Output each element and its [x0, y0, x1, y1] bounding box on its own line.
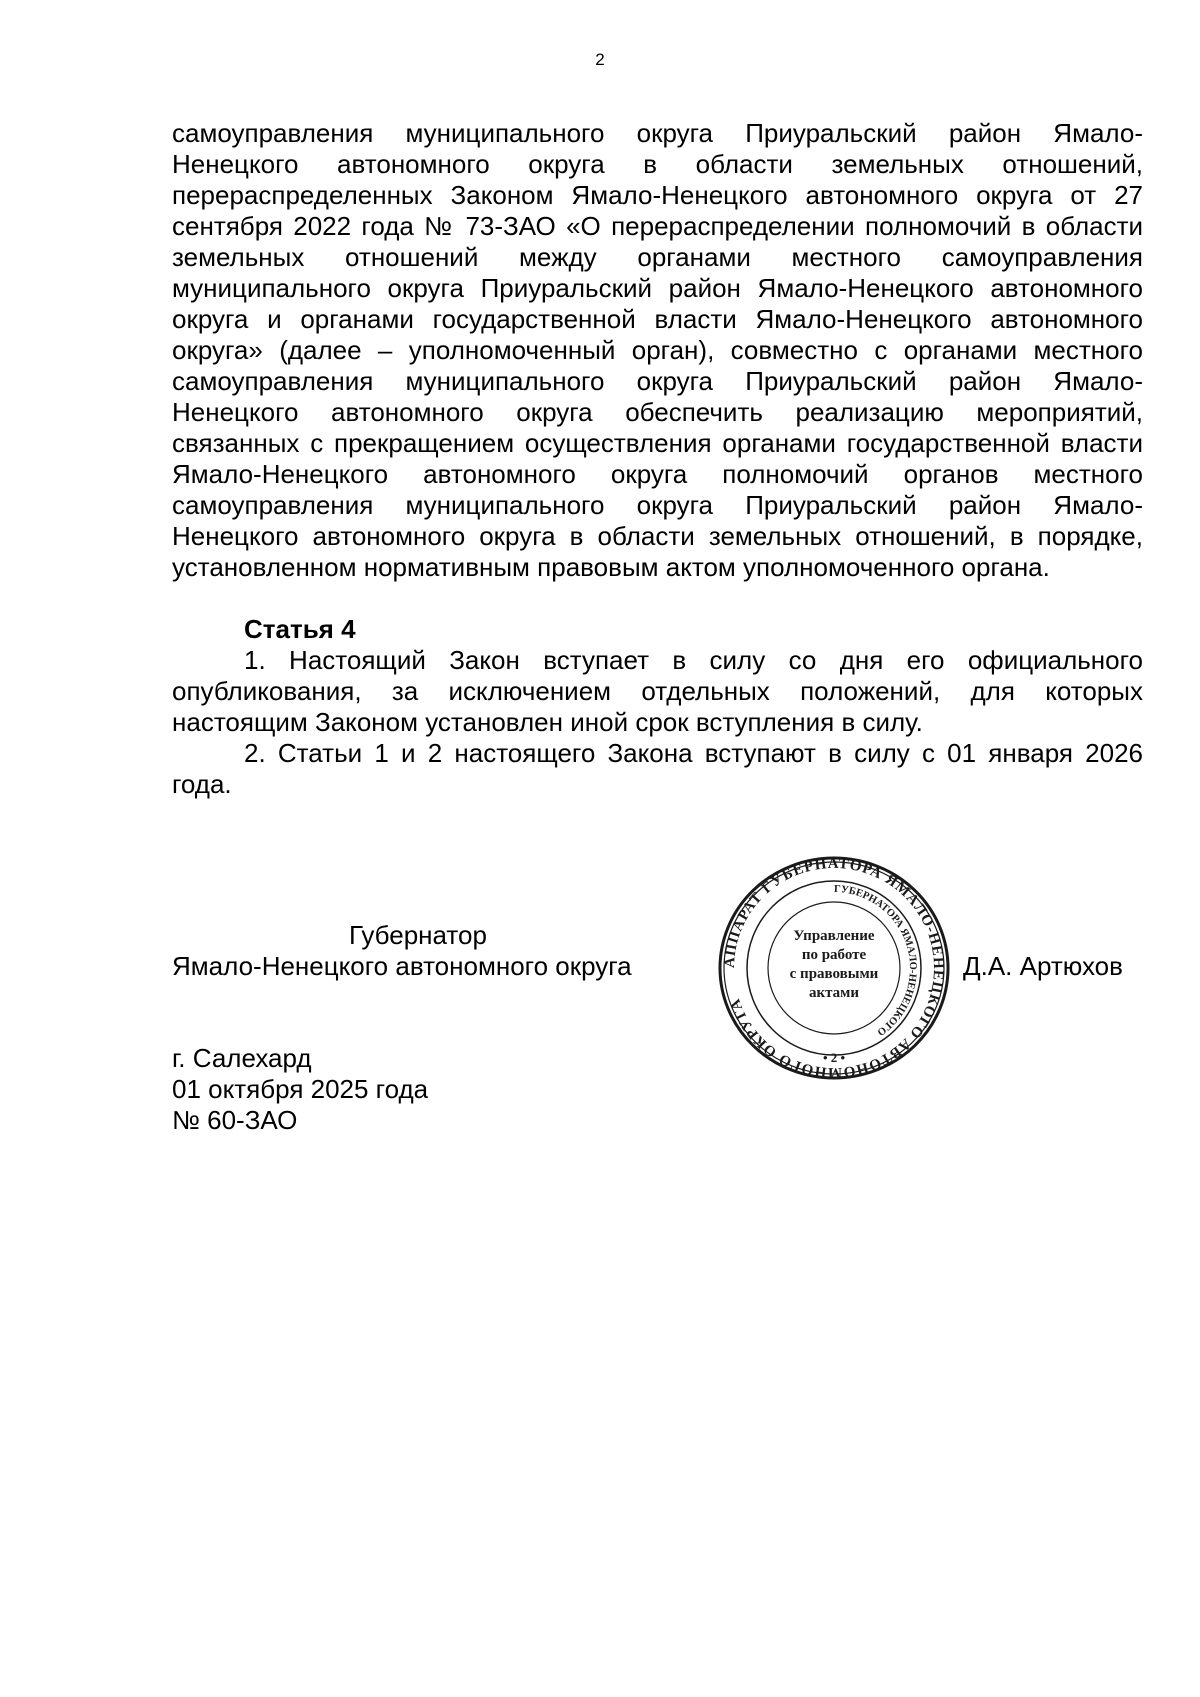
article-4-heading: Статья 4 — [244, 614, 356, 644]
svg-text:АППАРАТ ГУБЕРНАТОРА ЯМАЛО-НЕНЕ: АППАРАТ ГУБЕРНАТОРА ЯМАЛО-НЕНЕЦКОГО АВТОНОМНОГО ОКРУГА — [721, 855, 947, 1081]
page-number: 2 — [595, 50, 605, 69]
article-4-item-1: 1. Настоящий Закон вступает в силу со дня его официального опубликования, за исключением отдельных положений, для которых настоящим Законом установлен иной срок вступления в силу. — [172, 645, 1143, 737]
svg-text:Управлениепо работес правовыми: Управление по работе с правовыми актами — [789, 928, 879, 1001]
place-and-date-block — [172, 1043, 428, 1136]
paragraph-1: самоуправления муниципального округа Приуральский район Ямало-Ненецкого автономного округа в области земельных отношений, перераспределенных Законом Ямало-Ненецкого автономного округа от 27 сентября 2022 года № 73-ЗАО «О перераспределении полномочий в области земельных отношений между органами местного самоуправления муниципального округа Приуральский район Ямало-Ненецкого автономного округа и органами государственной власти Ямало-Ненецкого автономного округа» (далее – уполномоченный орган), совместно с органами местного самоуправления муниципального округа Приуральский район Ямало-Ненецкого автономного округа обеспечить реализацию мероприятий, связанных с прекращением осуществления органами государственной власти Ямало-Ненецкого автономного округа полномочий органов местного самоуправления муниципального округа Приуральский район Ямало-Ненецкого автономного округа в области земельных отношений, в порядке, установленном нормативным правовым актом уполномоченного органа. — [172, 118, 1143, 582]
signatory-name: Д.А. Артюхов — [963, 951, 1123, 981]
city: г. Салехард — [172, 1043, 312, 1073]
adoption-date: 01 октября 2025 года — [172, 1074, 429, 1104]
law-number: № 60-ЗАО — [172, 1105, 298, 1135]
article-4-item-2: 2. Статьи 1 и 2 настоящего Закона вступают в силу с 01 января 2026 года. — [172, 738, 1143, 799]
svg-text:ГУБЕРНАТОРА ЯМАЛО-НЕНЕЦКОГО: ГУБЕРНАТОРА ЯМАЛО-НЕНЕЦКОГО — [833, 883, 919, 1038]
signatory-region: Ямало-Ненецкого автономного округа — [172, 951, 632, 981]
seal-number: • 2 • — [822, 1050, 846, 1065]
document-body — [172, 118, 1143, 800]
signatory-title: Губернатор — [349, 920, 487, 950]
official-seal-stamp — [716, 854, 952, 1082]
